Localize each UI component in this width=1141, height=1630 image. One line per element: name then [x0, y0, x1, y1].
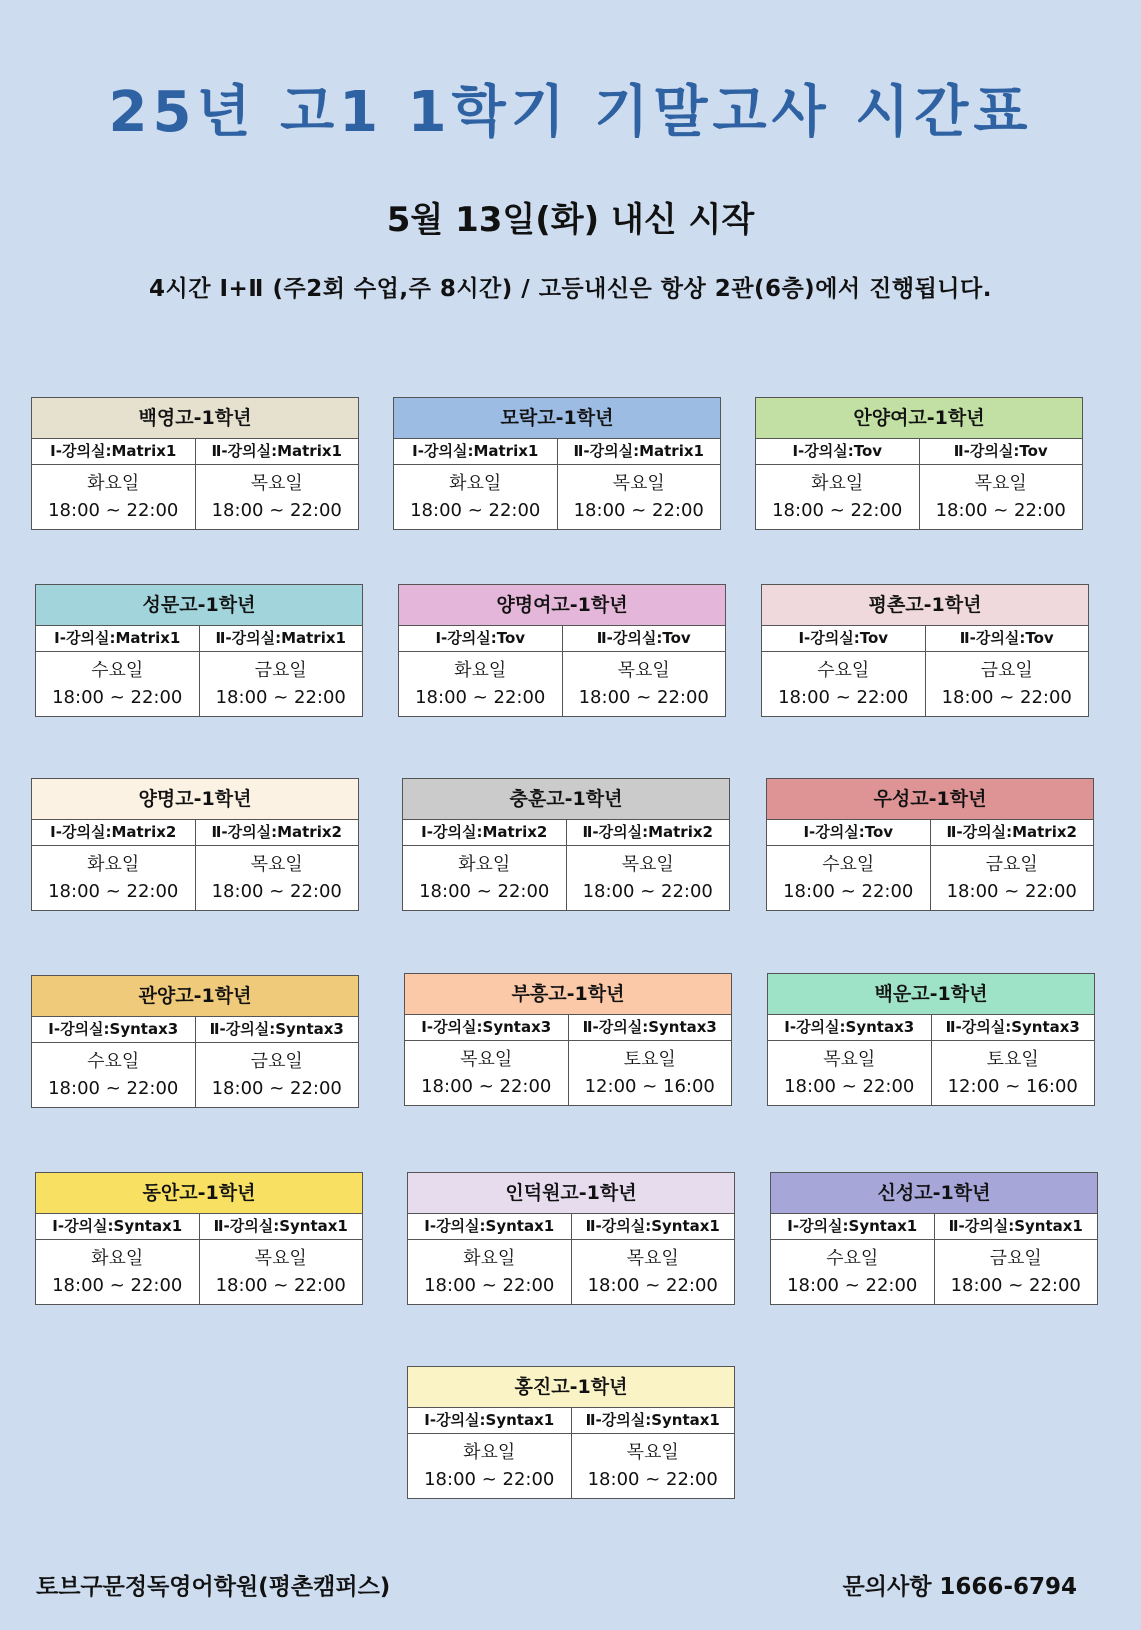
session-1-day: 수요일	[826, 1248, 879, 1269]
session-1-time: 18:00 ~ 22:00	[415, 687, 546, 708]
session-1-day: 수요일	[822, 854, 875, 875]
school-name: 관양고-1학년	[32, 976, 358, 1017]
room-2-label: Ⅱ-강의실:Matrix1	[557, 439, 721, 464]
room-1-label: Ⅰ-강의실:Syntax3	[784, 1018, 915, 1036]
school-name: 안양여고-1학년	[756, 398, 1082, 439]
room-1-label: Ⅰ-강의실:Tov	[798, 629, 889, 647]
session-2-time: 18:00 ~ 22:00	[950, 1275, 1081, 1296]
session-2-day: 목요일	[612, 473, 665, 494]
session-1	[399, 652, 562, 716]
school-name: 성문고-1학년	[36, 585, 362, 626]
room-2-label: Ⅱ-강의실:Tov	[925, 626, 1089, 651]
school-schedule-card	[35, 1172, 363, 1305]
session-2-time: 12:00 ~ 16:00	[947, 1076, 1078, 1097]
session-2	[919, 465, 1083, 529]
room-2-label: Ⅱ-강의실:Matrix1	[195, 439, 359, 464]
session-1-time: 18:00 ~ 22:00	[787, 1275, 918, 1296]
session-2-day: 금요일	[989, 1248, 1042, 1269]
session-2-time: 18:00 ~ 22:00	[211, 881, 342, 902]
session-2	[199, 1240, 363, 1304]
session-1-day: 화요일	[449, 473, 502, 494]
school-name: 충훈고-1학년	[403, 779, 729, 820]
session-2-time: 18:00 ~ 22:00	[582, 881, 713, 902]
room-2-label: Ⅱ-강의실:Syntax1	[571, 1408, 735, 1433]
session-1-day: 화요일	[454, 660, 507, 681]
session-2-time: 18:00 ~ 22:00	[211, 500, 342, 521]
school-schedule-card	[31, 975, 359, 1108]
session-2-day: 목요일	[626, 1442, 679, 1463]
school-schedule-card	[398, 584, 726, 717]
school-schedule-card	[393, 397, 721, 530]
session-2-day: 토요일	[623, 1049, 676, 1070]
school-name: 우성고-1학년	[767, 779, 1093, 820]
session-2-day: 목요일	[626, 1248, 679, 1269]
session-1	[767, 846, 930, 910]
session-2	[930, 846, 1094, 910]
school-name: 동안고-1학년	[36, 1173, 362, 1214]
session-2-day: 목요일	[250, 854, 303, 875]
room-1-label: Ⅰ-강의실:Syntax1	[52, 1217, 183, 1235]
session-1-day: 화요일	[458, 854, 511, 875]
room-2-label: Ⅱ-강의실:Syntax3	[195, 1017, 359, 1042]
session-1-time: 18:00 ~ 22:00	[48, 881, 179, 902]
room-1-label: Ⅰ-강의실:Tov	[792, 442, 883, 460]
school-schedule-card	[770, 1172, 1098, 1305]
school-schedule-card	[761, 584, 1089, 717]
session-1-time: 18:00 ~ 22:00	[424, 1469, 555, 1490]
session-1-time: 18:00 ~ 22:00	[410, 500, 541, 521]
session-1-time: 18:00 ~ 22:00	[419, 881, 550, 902]
session-2	[571, 1434, 735, 1498]
session-1-time: 18:00 ~ 22:00	[48, 500, 179, 521]
session-2-day: 금요일	[254, 660, 307, 681]
session-1	[403, 846, 566, 910]
session-1	[762, 652, 925, 716]
school-name: 양명고-1학년	[32, 779, 358, 820]
class-notice: 4시간 Ⅰ+Ⅱ (주2회 수업,주 8시간) / 고등내신은 항상 2관(6층)에서 진행됩니다.	[149, 276, 992, 302]
session-2	[571, 1240, 735, 1304]
session-1-day: 화요일	[463, 1442, 516, 1463]
room-2-label: Ⅱ-강의실:Matrix1	[199, 626, 363, 651]
session-2-time: 18:00 ~ 22:00	[211, 1078, 342, 1099]
session-1-day: 목요일	[460, 1049, 513, 1070]
session-2-time: 18:00 ~ 22:00	[587, 1469, 718, 1490]
room-1-label: Ⅰ-강의실:Matrix2	[50, 823, 177, 841]
session-2-time: 18:00 ~ 22:00	[935, 500, 1066, 521]
school-schedule-card	[407, 1172, 735, 1305]
school-name: 부흥고-1학년	[405, 974, 731, 1015]
session-2-day: 목요일	[250, 473, 303, 494]
contact-number: 문의사항 1666-6794	[842, 1574, 1077, 1600]
school-schedule-card	[766, 778, 1094, 911]
school-schedule-card	[31, 397, 359, 530]
session-2	[199, 652, 363, 716]
room-1-label: Ⅰ-강의실:Syntax1	[787, 1217, 918, 1235]
session-1	[756, 465, 919, 529]
room-2-label: Ⅱ-강의실:Syntax1	[934, 1214, 1098, 1239]
room-2-label: Ⅱ-강의실:Matrix2	[930, 820, 1094, 845]
session-1-time: 18:00 ~ 22:00	[52, 687, 183, 708]
school-name: 인덕원고-1학년	[408, 1173, 734, 1214]
session-1-time: 18:00 ~ 22:00	[778, 687, 909, 708]
session-2-time: 12:00 ~ 16:00	[584, 1076, 715, 1097]
session-1	[32, 846, 195, 910]
room-2-label: Ⅱ-강의실:Matrix2	[566, 820, 730, 845]
session-2-time: 18:00 ~ 22:00	[587, 1275, 718, 1296]
session-1	[408, 1434, 571, 1498]
session-2	[195, 846, 359, 910]
room-1-label: Ⅰ-강의실:Syntax1	[424, 1411, 555, 1429]
session-1-time: 18:00 ~ 22:00	[421, 1076, 552, 1097]
room-2-label: Ⅱ-강의실:Syntax3	[931, 1015, 1095, 1040]
school-name: 모락고-1학년	[394, 398, 720, 439]
session-1-day: 화요일	[87, 854, 140, 875]
start-date-subtitle: 5월 13일(화) 내신 시작	[386, 200, 755, 240]
session-1	[36, 1240, 199, 1304]
session-2-time: 18:00 ~ 22:00	[215, 687, 346, 708]
session-2-day: 목요일	[254, 1248, 307, 1269]
room-1-label: Ⅰ-강의실:Matrix1	[50, 442, 177, 460]
session-2	[566, 846, 730, 910]
session-1-day: 수요일	[817, 660, 870, 681]
session-2	[195, 1043, 359, 1107]
session-1-day: 수요일	[87, 1051, 140, 1072]
session-2	[925, 652, 1089, 716]
session-1	[36, 652, 199, 716]
session-1-time: 18:00 ~ 22:00	[424, 1275, 555, 1296]
school-name: 백운고-1학년	[768, 974, 1094, 1015]
school-name: 평촌고-1학년	[762, 585, 1088, 626]
academy-name: 토브구문정독영어학원(평촌캠퍼스)	[36, 1574, 391, 1600]
session-2-day: 금요일	[980, 660, 1033, 681]
session-1	[405, 1041, 568, 1105]
session-2-day: 금요일	[250, 1051, 303, 1072]
session-1-time: 18:00 ~ 22:00	[52, 1275, 183, 1296]
session-1-time: 18:00 ~ 22:00	[48, 1078, 179, 1099]
school-schedule-card	[404, 973, 732, 1106]
session-2-time: 18:00 ~ 22:00	[946, 881, 1077, 902]
school-name: 홍진고-1학년	[408, 1367, 734, 1408]
school-name: 신성고-1학년	[771, 1173, 1097, 1214]
session-2	[931, 1041, 1095, 1105]
session-1-day: 화요일	[811, 473, 864, 494]
room-1-label: Ⅰ-강의실:Syntax3	[48, 1020, 179, 1038]
session-2	[195, 465, 359, 529]
room-1-label: Ⅰ-강의실:Tov	[435, 629, 526, 647]
session-2	[557, 465, 721, 529]
session-2-day: 목요일	[621, 854, 674, 875]
session-1-day: 수요일	[91, 660, 144, 681]
session-2	[934, 1240, 1098, 1304]
school-schedule-card	[402, 778, 730, 911]
session-1	[394, 465, 557, 529]
session-1-day: 목요일	[823, 1049, 876, 1070]
session-2-time: 18:00 ~ 22:00	[941, 687, 1072, 708]
session-2-time: 18:00 ~ 22:00	[578, 687, 709, 708]
room-1-label: Ⅰ-강의실:Matrix1	[412, 442, 539, 460]
room-1-label: Ⅰ-강의실:Matrix1	[54, 629, 181, 647]
session-2	[562, 652, 726, 716]
session-1-time: 18:00 ~ 22:00	[772, 500, 903, 521]
school-schedule-card	[407, 1366, 735, 1499]
room-1-label: Ⅰ-강의실:Tov	[803, 823, 894, 841]
session-2	[568, 1041, 732, 1105]
room-2-label: Ⅱ-강의실:Syntax3	[568, 1015, 732, 1040]
session-1	[32, 1043, 195, 1107]
session-2-day: 목요일	[974, 473, 1027, 494]
school-name: 백영고-1학년	[32, 398, 358, 439]
school-schedule-card	[755, 397, 1083, 530]
session-2-time: 18:00 ~ 22:00	[215, 1275, 346, 1296]
session-2-day: 목요일	[617, 660, 670, 681]
session-2-time: 18:00 ~ 22:00	[573, 500, 704, 521]
session-1-day: 화요일	[87, 473, 140, 494]
session-1-time: 18:00 ~ 22:00	[784, 1076, 915, 1097]
room-1-label: Ⅰ-강의실:Syntax3	[421, 1018, 552, 1036]
session-1	[768, 1041, 931, 1105]
school-schedule-card	[35, 584, 363, 717]
school-name: 양명여고-1학년	[399, 585, 725, 626]
session-2-day: 토요일	[986, 1049, 1039, 1070]
room-1-label: Ⅰ-강의실:Syntax1	[424, 1217, 555, 1235]
room-2-label: Ⅱ-강의실:Matrix2	[195, 820, 359, 845]
session-1-time: 18:00 ~ 22:00	[783, 881, 914, 902]
session-1-day: 화요일	[91, 1248, 144, 1269]
school-schedule-card	[767, 973, 1095, 1106]
room-2-label: Ⅱ-강의실:Syntax1	[571, 1214, 735, 1239]
room-2-label: Ⅱ-강의실:Tov	[562, 626, 726, 651]
session-1	[408, 1240, 571, 1304]
page-title: 25년 고1 1학기 기말고사 시간표	[108, 80, 1033, 145]
room-1-label: Ⅰ-강의실:Matrix2	[421, 823, 548, 841]
session-1	[771, 1240, 934, 1304]
session-2-day: 금요일	[985, 854, 1038, 875]
room-2-label: Ⅱ-강의실:Tov	[919, 439, 1083, 464]
session-1	[32, 465, 195, 529]
session-1-day: 화요일	[463, 1248, 516, 1269]
room-2-label: Ⅱ-강의실:Syntax1	[199, 1214, 363, 1239]
school-schedule-card	[31, 778, 359, 911]
